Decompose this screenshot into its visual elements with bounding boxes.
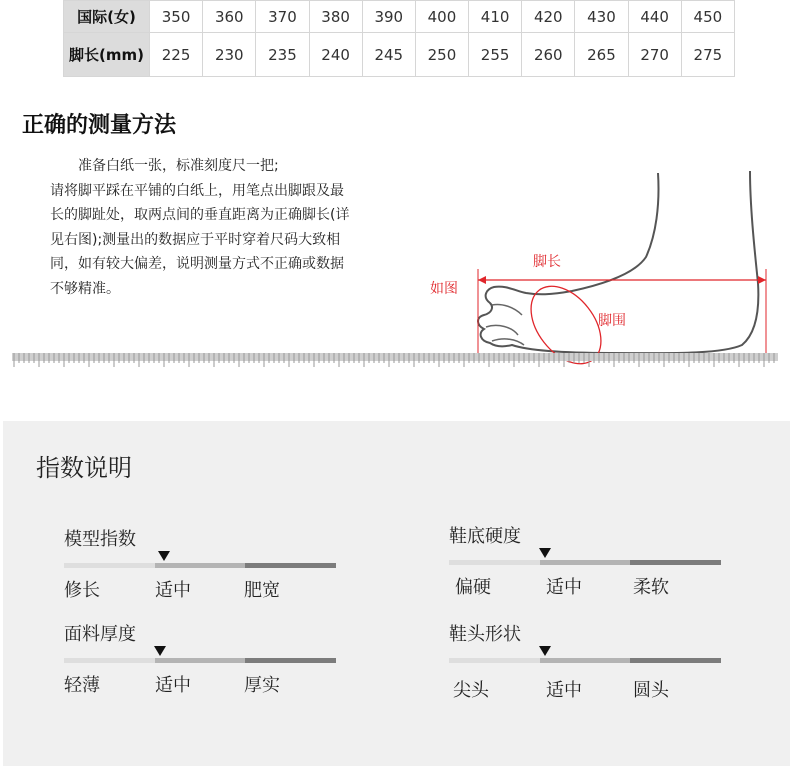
foot-measure-diagram: [420, 165, 780, 365]
table-cell: 245: [362, 33, 415, 77]
marker-icon: [158, 551, 170, 561]
table-cell: 225: [150, 33, 203, 77]
table-cell: 360: [203, 1, 256, 33]
table-cell: 450: [681, 1, 734, 33]
measure-section-title: 正确的测量方法: [22, 113, 177, 138]
table-cell: 235: [256, 33, 309, 77]
scale-option: 尖头: [453, 680, 489, 701]
instruction-line-1: 准备白纸一张，标准刻度尺一把;: [78, 158, 279, 174]
table-cell: 240: [309, 33, 362, 77]
table-cell: 255: [469, 33, 522, 77]
table-cell: 420: [522, 1, 575, 33]
scale-bar: [64, 658, 336, 663]
scale-toe-shape: [449, 620, 721, 710]
instruction-line-2: 请将脚平踩在平铺的白纸上，用笔点出脚跟及最长的脚趾处，取两点间的垂直距离为正确脚长(详见右图);测量出的数据应于平时穿着尺码大致相同，如有较大偏差，说明测量方式不正确或数据不够精准。: [50, 182, 350, 297]
scale-option: 适中: [155, 675, 191, 696]
scale-option: 厚实: [244, 675, 280, 696]
size-table: [63, 0, 735, 77]
table-cell: 430: [575, 1, 628, 33]
table-row: [64, 1, 735, 33]
table-cell: 260: [522, 33, 575, 77]
scale-option: 适中: [546, 577, 582, 598]
measure-instructions: [50, 154, 350, 301]
scale-option: 适中: [546, 680, 582, 701]
table-cell: 350: [150, 1, 203, 33]
marker-icon: [539, 646, 551, 656]
row-header: 脚长(mm): [64, 33, 150, 77]
table-cell: 390: [362, 1, 415, 33]
scale-label: 鞋底硬度: [449, 526, 521, 547]
table-cell: 275: [681, 33, 734, 77]
scale-label: 模型指数: [64, 529, 136, 550]
table-cell: 370: [256, 1, 309, 33]
scale-label: 面料厚度: [64, 624, 136, 645]
as-shown-label: 如图: [430, 281, 458, 297]
length-label: 脚长: [533, 254, 561, 270]
table-row: [64, 33, 735, 77]
scale-option: 偏硬: [455, 577, 491, 598]
scale-option: 肥宽: [244, 580, 280, 601]
scale-bar: [449, 658, 721, 663]
table-cell: 410: [469, 1, 522, 33]
scale-fabric-thickness: [64, 620, 336, 710]
table-cell: 250: [415, 33, 468, 77]
scale-option: 适中: [155, 580, 191, 601]
scale-sole-hardness: [449, 522, 721, 612]
scale-option: 柔软: [633, 577, 669, 598]
table-cell: 265: [575, 33, 628, 77]
girth-label: 脚围: [598, 313, 626, 329]
scale-option: 轻薄: [64, 675, 100, 696]
scale-model-index: [64, 525, 336, 615]
table-cell: 400: [415, 1, 468, 33]
table-cell: 270: [628, 33, 681, 77]
scale-label: 鞋头形状: [449, 624, 521, 645]
table-cell: 440: [628, 1, 681, 33]
scale-option: 圆头: [633, 680, 669, 701]
table-cell: 380: [309, 1, 362, 33]
table-cell: 230: [203, 33, 256, 77]
scale-bar: [64, 563, 336, 568]
index-panel-title: 指数说明: [36, 454, 132, 482]
marker-icon: [154, 646, 166, 656]
row-header: 国际(女): [64, 1, 150, 33]
scale-option: 修长: [64, 580, 100, 601]
scale-bar: [449, 560, 721, 565]
marker-icon: [539, 548, 551, 558]
measuring-ruler: [12, 350, 778, 368]
